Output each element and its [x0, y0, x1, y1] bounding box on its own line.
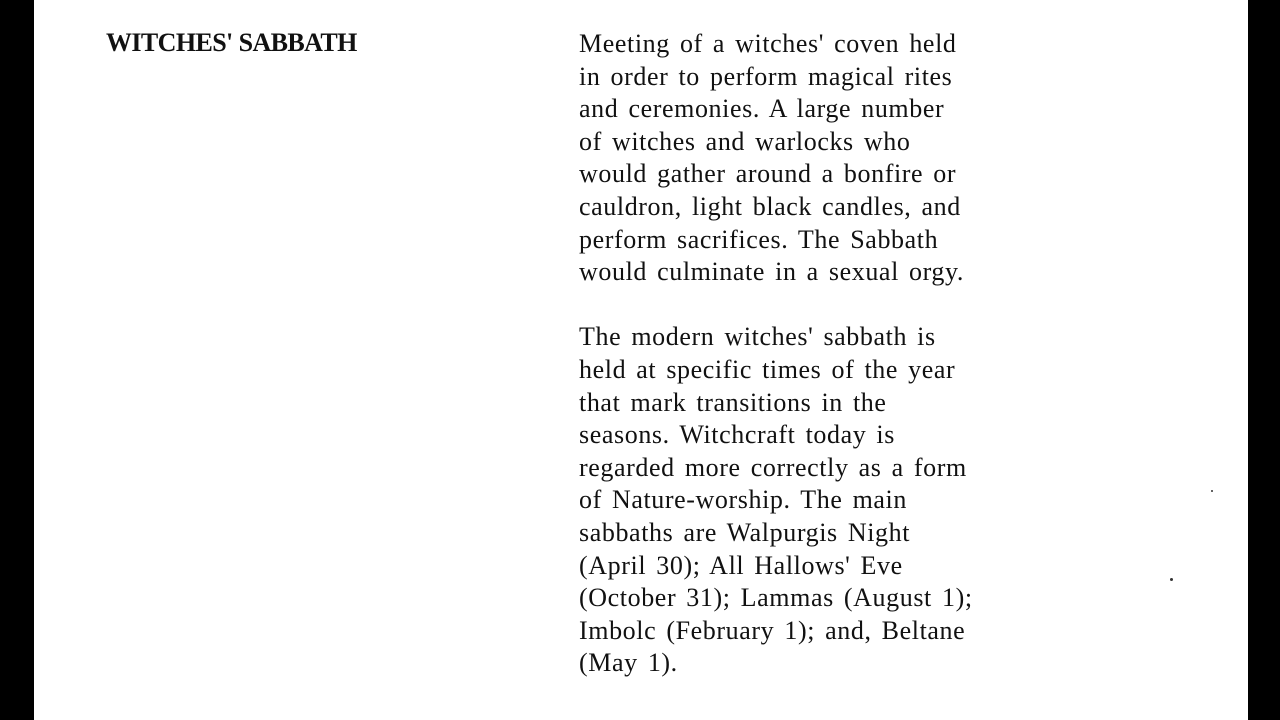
- text-line: that mark transitions in the: [579, 387, 887, 417]
- text-line: (May 1).: [579, 648, 678, 678]
- definition-paragraph-2: [579, 321, 1079, 680]
- definition-paragraph-1: [579, 28, 1079, 289]
- text-line: regarded more correctly as a form: [579, 452, 967, 482]
- text-line: would culminate in a sexual orgy.: [579, 257, 964, 287]
- text-line: of Nature-worship. The main: [579, 485, 907, 515]
- text-line: would gather around a bonfire or: [579, 159, 957, 189]
- text-line: cauldron, light black candles, and: [579, 191, 961, 221]
- text-line: (April 30); All Hallows' Eve: [579, 550, 903, 580]
- scan-speck: [1170, 578, 1173, 581]
- text-line: sabbaths are Walpurgis Night: [579, 517, 911, 547]
- entry-definition: [579, 28, 1079, 712]
- text-line: (October 31); Lammas (August 1);: [579, 583, 973, 613]
- document-page: [34, 0, 1248, 720]
- text-line: of witches and warlocks who: [579, 126, 911, 156]
- text-line: held at specific times of the year: [579, 354, 956, 384]
- text-line: The modern witches' sabbath is: [579, 322, 936, 352]
- text-line: perform sacrifices. The Sabbath: [579, 224, 939, 254]
- text-line: Imbolc (February 1); and, Beltane: [579, 615, 966, 645]
- scan-speck: [1211, 490, 1213, 492]
- text-line: Meeting of a witches' coven held: [579, 29, 957, 58]
- text-line: in order to perform magical rites: [579, 61, 953, 91]
- entry-term: WITCHES' SABBATH: [106, 28, 357, 57]
- text-line: seasons. Witchcraft today is: [579, 420, 895, 450]
- text-line: and ceremonies. A large number: [579, 94, 945, 124]
